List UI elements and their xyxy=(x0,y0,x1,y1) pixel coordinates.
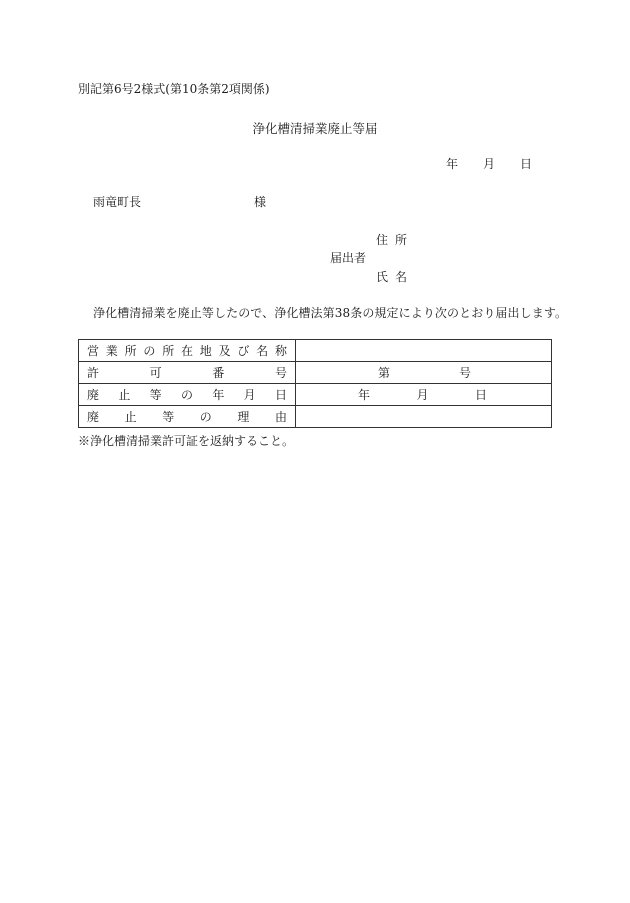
row-label-char: 在 xyxy=(180,344,193,358)
row-label-char: び xyxy=(237,344,250,358)
row-label-char: 号 xyxy=(274,366,287,380)
table-row-abolition-date xyxy=(79,384,552,406)
row-label-char: 月 xyxy=(243,388,256,402)
row-value-char: 号 xyxy=(458,366,471,380)
row-label-char: の xyxy=(180,388,193,402)
name-label: 氏名 xyxy=(376,270,415,284)
row-label-char: の xyxy=(199,410,212,424)
row-label-char: 番 xyxy=(212,366,225,380)
row-value-char: 第 xyxy=(378,366,391,380)
permit-number-value-cell[interactable] xyxy=(296,362,552,384)
row-label-char: 及 xyxy=(218,344,231,358)
row-label-char: 地 xyxy=(199,344,212,358)
office-location-value-cell[interactable] xyxy=(296,340,552,362)
row-label xyxy=(79,406,296,428)
row-label-char: 可 xyxy=(149,366,162,380)
row-label-char: 等 xyxy=(162,410,175,424)
address-label: 住所 xyxy=(376,233,415,247)
statement-text: 浄化槽清掃業を廃止等したので、浄化槽法第38条の規定により次のとおり届出します。 xyxy=(93,306,568,320)
row-label-char: 等 xyxy=(149,388,162,402)
row-label-char: 止 xyxy=(118,388,131,402)
row-label xyxy=(79,340,296,362)
row-label-char: 年 xyxy=(212,388,225,402)
table-row-permit-number xyxy=(79,362,552,384)
row-label-char: 所 xyxy=(124,344,137,358)
notifier-label: 届出者 xyxy=(330,251,367,265)
submission-date xyxy=(446,155,532,172)
abolition-reason-value-cell[interactable] xyxy=(296,406,552,428)
table-row-abolition-reason xyxy=(79,406,552,428)
row-label-char: 止 xyxy=(124,410,137,424)
row-label-char: 許 xyxy=(87,366,100,380)
row-label-char: 名 xyxy=(256,344,269,358)
row-label-char: 廃 xyxy=(87,410,100,424)
row-label-char: 営 xyxy=(87,344,100,358)
footnote: ※浄化槽清掃業許可証を返納すること。 xyxy=(78,434,295,448)
recipient-name: 雨竜町長 xyxy=(93,195,142,209)
row-label-char: 称 xyxy=(274,344,287,358)
row-value-char: 年 xyxy=(358,388,371,402)
date-day-label: 日 xyxy=(519,157,532,171)
row-label-char: 由 xyxy=(274,410,287,424)
document-title: 浄化槽清掃業廃止等届 xyxy=(252,121,378,136)
row-label-char: 日 xyxy=(274,388,287,402)
table-row-office-location xyxy=(79,340,552,362)
row-label xyxy=(79,362,296,384)
recipient-honorific: 様 xyxy=(254,195,267,209)
row-value-char: 日 xyxy=(474,388,487,402)
row-value-char: 月 xyxy=(416,388,429,402)
row-label-char: 業 xyxy=(105,344,118,358)
date-year-label: 年 xyxy=(446,157,459,171)
date-month-label: 月 xyxy=(482,157,495,171)
row-label-char: 理 xyxy=(237,410,250,424)
row-label-char: 廃 xyxy=(87,388,100,402)
row-label xyxy=(79,384,296,406)
row-label-char: 所 xyxy=(162,344,175,358)
abolition-date-value-cell[interactable] xyxy=(296,384,552,406)
row-label-char: の xyxy=(143,344,156,358)
form-table xyxy=(78,339,552,428)
form-identifier: 別記第6号2様式(第10条第2項関係) xyxy=(78,82,270,96)
